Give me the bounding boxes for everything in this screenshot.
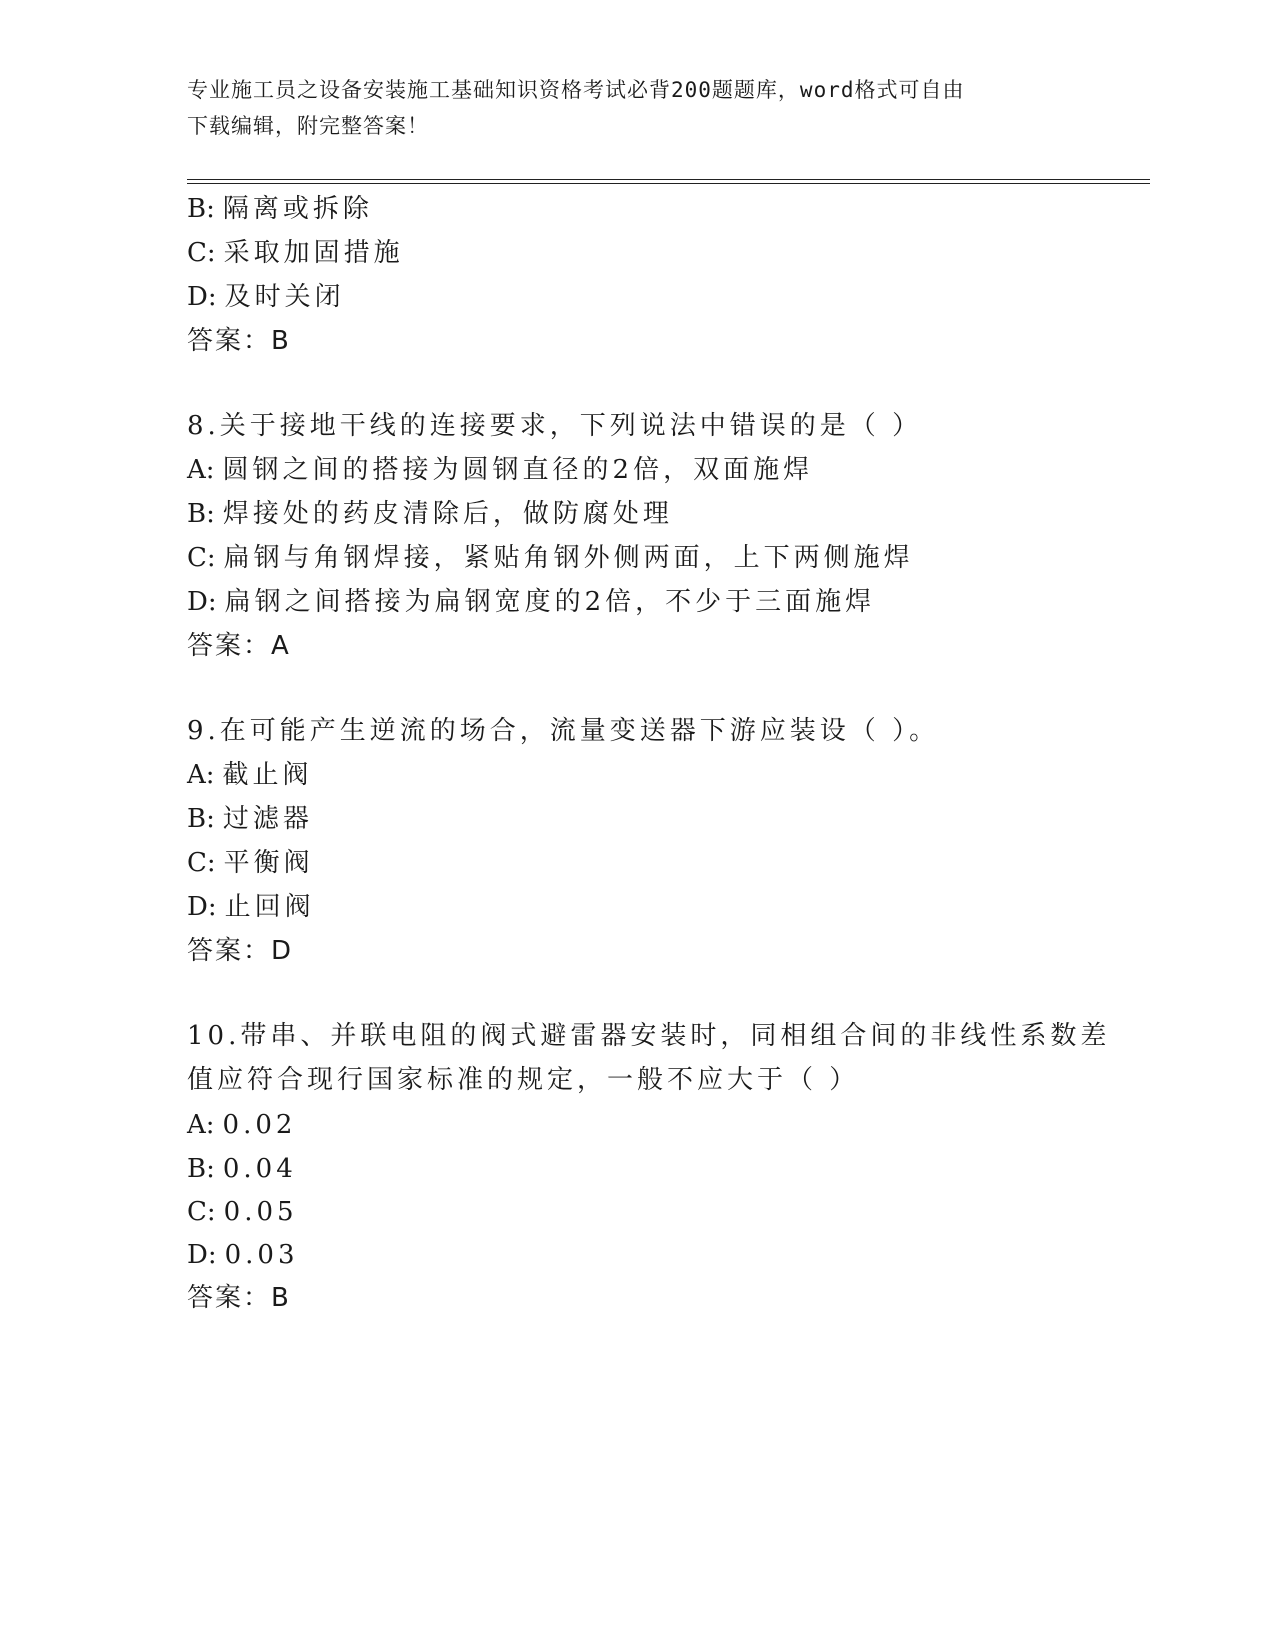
option-text: 0.02 bbox=[222, 1110, 297, 1140]
option-text: 焊接处的药皮清除后，做防腐处理 bbox=[222, 499, 673, 529]
prev-option-c bbox=[187, 235, 404, 271]
option-text: 扁钢与角钢焊接，紧贴角钢外侧两面，上下两侧施焊 bbox=[223, 543, 914, 573]
option-letter: A: bbox=[187, 1110, 215, 1140]
option-letter: B: bbox=[187, 499, 215, 529]
q9-option-c bbox=[187, 845, 314, 881]
option-letter: B: bbox=[187, 1154, 215, 1184]
option-letter: A: bbox=[187, 455, 215, 485]
option-letter: D: bbox=[187, 282, 217, 312]
option-letter: B: bbox=[187, 804, 215, 834]
option-text: 扁钢之间搭接为扁钢宽度的2倍，不少于三面施焊 bbox=[224, 587, 876, 617]
q10-answer: 答案：B bbox=[187, 1283, 291, 1313]
prev-option-b bbox=[187, 191, 373, 227]
prev-answer: 答案：B bbox=[187, 326, 291, 356]
option-letter: C: bbox=[187, 543, 216, 573]
option-letter: D: bbox=[187, 587, 217, 617]
header-line-1: 专业施工员之设备安装施工基础知识资格考试必背200题题库，word格式可自由 bbox=[187, 78, 965, 102]
q10-option-b bbox=[187, 1151, 297, 1187]
q8-option-c bbox=[187, 540, 914, 576]
header-line-2: 下载编辑，附完整答案！ bbox=[187, 114, 429, 138]
option-text: 止回阀 bbox=[224, 892, 315, 922]
q10-stem-line-2: 值应符合现行国家标准的规定，一般不应大于（ ） bbox=[187, 1065, 860, 1095]
q10-option-c bbox=[187, 1194, 298, 1230]
option-letter: C: bbox=[187, 1197, 216, 1227]
option-letter: C: bbox=[187, 848, 216, 878]
q8-option-a bbox=[187, 452, 813, 488]
q8-stem: 8.关于接地干线的连接要求，下列说法中错误的是（ ） bbox=[187, 411, 923, 441]
q9-option-b bbox=[187, 801, 313, 837]
q8-option-d bbox=[187, 584, 875, 620]
option-letter: D: bbox=[187, 1240, 217, 1270]
document-header bbox=[187, 72, 1087, 144]
q9-stem: 9.在可能产生逆流的场合，流量变送器下游应装设（ ）。 bbox=[187, 716, 940, 746]
q9-option-a bbox=[187, 757, 313, 793]
option-letter: D: bbox=[187, 892, 217, 922]
q10-option-a bbox=[187, 1107, 296, 1143]
option-text: 及时关闭 bbox=[224, 282, 345, 312]
option-text: 过滤器 bbox=[222, 804, 313, 834]
option-text: 截止阀 bbox=[222, 760, 313, 790]
option-text: 隔离或拆除 bbox=[222, 194, 373, 224]
option-letter: C: bbox=[187, 238, 216, 268]
q10-option-d bbox=[187, 1237, 299, 1273]
q9-option-d bbox=[187, 889, 315, 925]
option-text: 0.05 bbox=[223, 1197, 298, 1227]
option-letter: B: bbox=[187, 194, 215, 224]
option-text: 圆钢之间的搭接为圆钢直径的2倍，双面施焊 bbox=[222, 455, 814, 485]
option-letter: A: bbox=[187, 760, 215, 790]
q9-answer: 答案：D bbox=[187, 936, 294, 966]
option-text: 0.03 bbox=[224, 1240, 299, 1270]
q8-option-b bbox=[187, 496, 673, 532]
header-divider-bottom bbox=[187, 183, 1150, 184]
q10-stem-line-1: 10.带串、并联电阻的阀式避雷器安装时，同相组合间的非线性系数差 bbox=[187, 1021, 1111, 1051]
option-text: 采取加固措施 bbox=[223, 238, 404, 268]
header-divider-top bbox=[187, 179, 1150, 180]
prev-option-d bbox=[187, 279, 345, 315]
q8-answer: 答案：A bbox=[187, 631, 291, 661]
option-text: 平衡阀 bbox=[223, 848, 314, 878]
option-text: 0.04 bbox=[222, 1154, 297, 1184]
